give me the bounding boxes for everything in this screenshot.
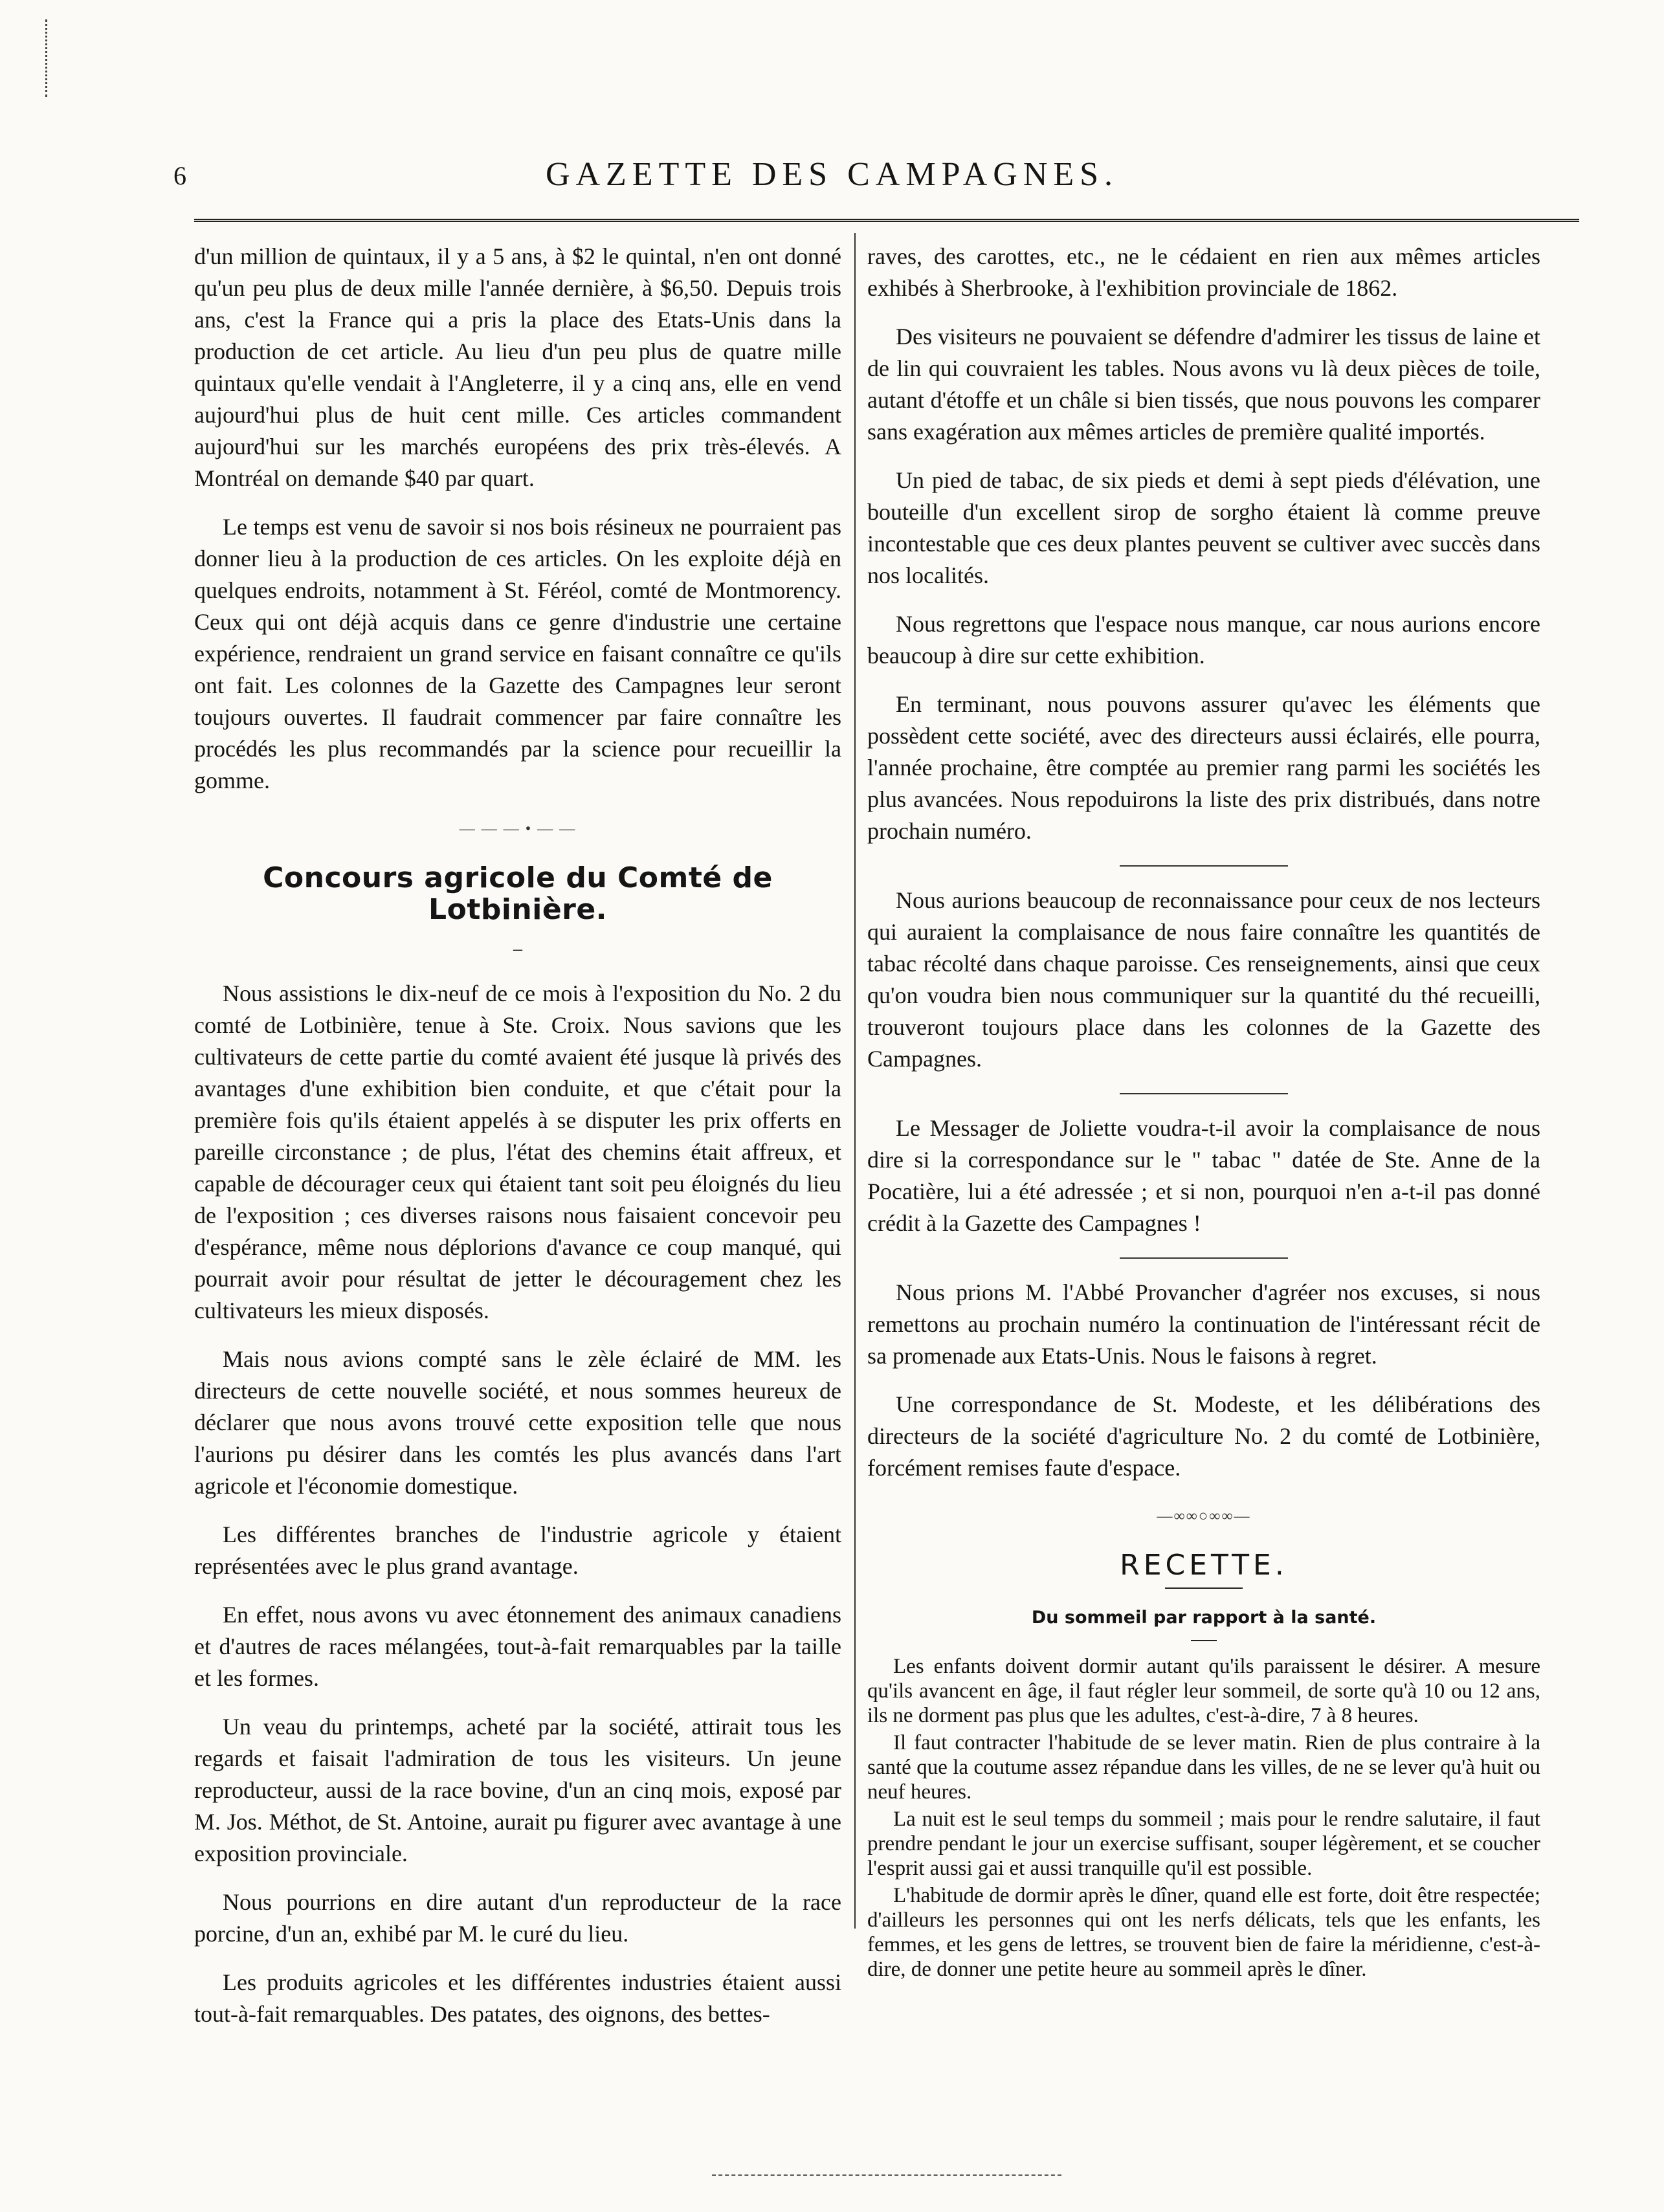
dash-divider: – [513,939,522,959]
paragraph: En effet, nous avons vu avec étonnement des animaux canadiens et d'autres de races mélangées, tout-à-fait remarquables par la taille et les formes. [194,1602,841,1691]
short-rule [1191,1640,1217,1641]
paragraph: Nous pourrions en dire autant d'un reproducteur de la race porcine, d'un an, exhibé par M. le curé du lieu. [194,1889,841,1947]
paragraph: Le Messager de Joliette voudra-t-il avoir la complaisance de nous dire si la correspondance sur le " tabac " datée de Ste. Anne de la Pocatière, lui a été adressée ; et si non, pourquoi n'en a-t-il pas donné crédit à la Gazette des Campagnes ! [867,1115,1540,1236]
header-rule [194,219,1579,222]
section-separator [1120,865,1288,867]
ornament-divider: —∞∞○∞∞— [1157,1508,1251,1525]
footer-rule [712,2174,1061,2176]
paragraph: La nuit est le seul temps du sommeil ; mais pour le rendre salutaire, il faut prendre pendant le jour un exercise suffisant, souper légèrement, et se coucher l'esprit aussi gai et aussi tranquille qu'il est possible. [867,1808,1540,1880]
short-rule [1165,1587,1243,1589]
paragraph: L'habitude de dormir après le dîner, quand elle est forte, doit être respectée; d'ailleurs les personnes qui ont les nerfs délicats, tels que les enfants, les femmes, et les gens de lettres, se trouvent bien de faire la méridienne, c'est-à-dire, de donner une petite heure au sommeil après le dîner. [867,1884,1540,1981]
column-divider [854,233,856,1929]
paragraph: Nous aurions beaucoup de reconnaissance pour ceux de nos lecteurs qui auraient la complaisance de nous faire connaître les quantités de tabac récolté dans chaque paroisse. Ces renseignements, ainsi que ceux qu'on voudra bien nous communiquer sur la quantité du thé recueilli, trouveront toujours place dans les colonnes de la Gazette des Campagnes. [867,887,1540,1072]
recette-title: RECETTE. [1120,1549,1288,1582]
right-column [867,241,1540,1984]
paragraph: Une correspondance de St. Modeste, et les délibérations des directeurs de la société d'agriculture No. 2 du comté de Lotbinière, forcément remises faute d'espace. [867,1391,1540,1481]
ornament-divider: — — — • — — [459,821,577,837]
paragraph: Un pied de tabac, de six pieds et demi à sept pieds d'élévation, une bouteille d'un excellent sirop de sorgho étaient là comme preuve incontestable que ces deux plantes peuvent se cultiver avec succès dans nos localités. [867,467,1540,588]
paragraph: Des visiteurs ne pouvaient se défendre d'admirer les tissus de laine et de lin qui couvraient les tables. Nous avons vu là deux pièces de toile, autant d'étoffe et un châle si bien tissés, que nous pouvons les comparer sans exagération aux mêmes articles de première qualité importés. [867,324,1540,445]
page-number: 6 [173,161,186,190]
paragraph: raves, des carottes, etc., ne le cédaient en rien aux mêmes articles exhibés à Sherbrooke, à l'exhibition provinciale de 1862. [867,243,1540,301]
paragraph: Nous prions M. l'Abbé Provancher d'agréer nos excuses, si nous remettons au prochain numéro la continuation de l'intéressant récit de sa promenade aux Etats-Unis. Nous le faisons à regret. [867,1279,1540,1369]
paragraph: Le temps est venu de savoir si nos bois résineux ne pourraient pas donner lieu à la production de ces articles. On les exploite déjà en quelques endroits, notamment à St. Féréol, comté de Montmorency. Ceux qui ont déjà acquis dans ce genre d'industrie une certaine expérience, rendraient un grand service en faisant connaître ce qu'ils ont fait. Les colonnes de la Gazette des Campagnes leur seront toujours ouvertes. Il faudrait commencer par faire connaître les procédés les plus recommandés par la science pour recueillir la gomme. [194,514,841,793]
masthead-title: GAZETTE DES CAMPAGNES. [545,156,1119,193]
paragraph: Un veau du printemps, acheté par la société, attirait tous les regards et faisait l'admiration de tous les visiteurs. Un jeune reproducteur, aussi de la race bovine, d'un an cinq mois, exposé par M. Jos. Méthot, de St. Antoine, aurait pu figurer avec avantage à une exposition provinciale. [194,1714,841,1866]
paragraph: Nous regrettons que l'espace nous manque, car nous aurions encore beaucoup à dire sur cette exhibition. [867,611,1540,669]
paragraph: En terminant, nous pouvons assurer qu'avec les éléments que possèdent cette société, avec des directeurs aussi éclairés, elle pourra, l'année prochaine, être comptée au premier rang parmi les sociétés les plus avancées. Nous repoduirons la liste des prix distribués, dans notre prochain numéro. [867,691,1540,844]
recette-section [867,1549,1540,1982]
paragraph: Nous assistions le dix-neuf de ce mois à l'exposition du No. 2 du comté de Lotbinière, tenue à Ste. Croix. Nous savions que les cultivateurs de cette partie du comté avaient été jusque là privés des avantages d'une exhibition bien conduite, et que c'était pour la première fois qu'ils étaient appelés à se disputer les prix offerts en pareille circonstance ; de plus, l'état des chemins était affreux, et capable de décourager ceux qui étaient tant soit peu éloignés du lieu de l'exposition ; ces diverses raisons nous faisaient concevoir peu d'espérance, même nous déplorions d'avance ce coup manqué, qui pourrait avoir pour résultat de jetter le découragement chez les cultivateurs les mieux disposés. [194,980,841,1323]
section-separator [1120,1257,1288,1259]
paragraph: Il faut contracter l'habitude de se lever matin. Rien de plus contraire à la santé que la coutume assez répandue dans les villes, de ne se lever qu'à huit ou neuf heures. [867,1731,1540,1804]
scan-margin-marks [45,19,50,97]
recette-subtitle: Du sommeil par rapport à la santé. [1031,1608,1377,1628]
paragraph: Les différentes branches de l'industrie agricole y étaient représentées avec le plus grand avantage. [194,1521,841,1579]
paragraph: Les produits agricoles et les différentes industries étaient aussi tout-à-fait remarquables. Des patates, des oignons, des bettes- [194,1969,841,2027]
left-column [194,241,841,2047]
article-heading: Concours agricole du Comté de Lotbinière. [263,861,773,926]
paragraph: d'un million de quintaux, il y a 5 ans, à $2 le quintal, n'en ont donné qu'un peu plus de deux mille l'année dernière, à $6,50. Depuis trois ans, c'est la France qui a pris la place des Etats-Unis dans la production de cet article. Au lieu d'un peu plus de quatre mille quintaux qu'elle vendait à l'Angleterre, il y a cinq ans, elle en vend aujourd'hui plus de huit cent mille. Ces articles commandent aujourd'hui sur les marchés européens des prix très-élevés. A Montréal on demande $40 par quart. [194,243,841,491]
section-separator [1120,1093,1288,1094]
paragraph: Les enfants doivent dormir autant qu'ils paraissent le désirer. A mesure qu'ils avancent en âge, il faut régler leur sommeil, de sorte qu'à 10 ou 12 ans, ils ne dorment pas plus que les adultes, c'est-à-dire, 7 à 8 heures. [867,1655,1540,1727]
paragraph: Mais nous avions compté sans le zèle éclairé de MM. les directeurs de cette nouvelle société, et nous sommes heureux de déclarer que nous avons trouvé cette exposition telle que nous l'aurions pu désirer dans les comtés les plus avancés dans l'art agricole et l'économie domestique. [194,1346,841,1499]
